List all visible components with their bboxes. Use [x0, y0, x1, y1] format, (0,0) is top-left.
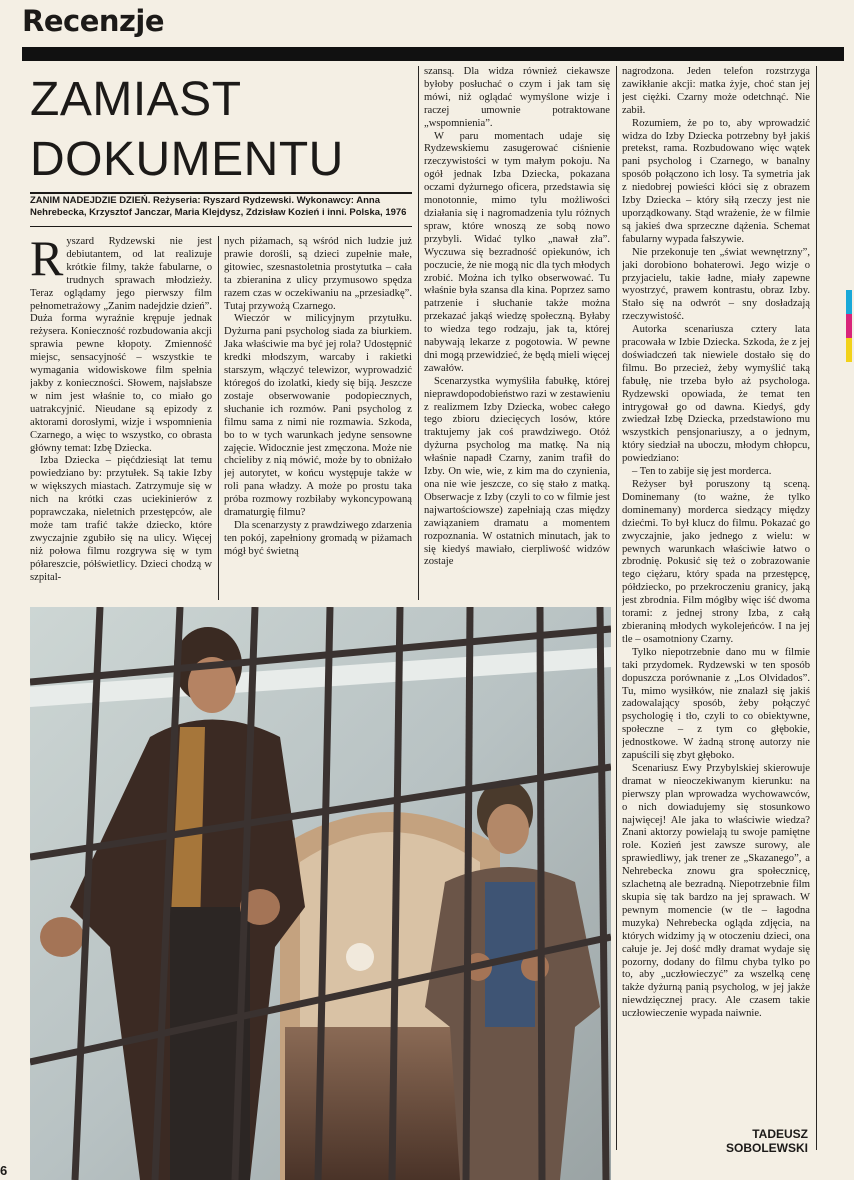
yellow-mark	[846, 338, 852, 362]
page-number: 6	[0, 1163, 8, 1178]
drop-cap: R	[30, 236, 64, 286]
author-byline	[690, 1127, 808, 1155]
column-divider	[616, 66, 617, 1150]
column-4	[622, 66, 810, 1116]
paragraph: – Ten to zabije się jest morderca.	[632, 466, 772, 478]
title-line-2: DOKUMENTU	[30, 133, 344, 186]
title-line-1: ZAMIAST	[30, 73, 242, 126]
paragraph: Reżyser był poruszony tą sceną. Dominemany (to ważne, że tylko dominemany) morderca siedzący między dziećmi. To był klucz do filmu. Pokazać go zwyczajnie, jako jednego z wielu: w pewnych warunkach właściwie łatwo o zbrodnię. Pokusić się też o zobrazowanie tego ciężaru, który spada na przestępcę, półdziecko, po przekroczeniu granicy, jaką jest zbrodnia. Film mógłby więc iść dwoma torami: z jednej strony Izba, z całą zbieraniną młodych wykolejeńców. I na jej tle – osamotniony Czarny.	[622, 479, 810, 645]
paragraph: Tylko niepotrzebnie dano mu w filmie taki przydomek. Rydzewski w ten sposób dopuszcza porównanie z „Los Olvidados”. Tu, mimo wysiłków, nie znalazł się jakiś zadowalający sposób, żeby połączyć psychologię i tło, czyli to co obiektywne, społeczne – z tym co głębokie, jednostkowe. W żadną stronę autorzy nie zapuścili się zbyt głęboko.	[622, 646, 810, 762]
film-credits: ZANIM NADEJDZIE DZIEŃ. Reżyseria: Ryszard Rydzewski. Wykonawcy: Anna Nehrebecka, Krzysztof Janczar, Maria Klejdysz, Zdzisław Kozień i inni. Polska, 1976	[30, 195, 407, 218]
column-divider	[418, 66, 419, 600]
column-divider	[218, 236, 219, 600]
paragraph: Dla scenarzysty z prawdziwego zdarzenia ten pokój, zapełniony gromadą w piżamach mógł być świetną	[224, 519, 412, 557]
section-label: Recenzje	[22, 4, 164, 38]
column-divider	[816, 66, 817, 1150]
column-3	[424, 66, 610, 601]
paragraph: Autorka scenariusza cztery lata pracowała w Izbie Dziecka. Szkoda, że z jej doświadczeń tak niewiele dostało się do filmu. Bo przecież, żeby wymyślić taką fabułę, nie trzeba było aż psychologa. Rydzewski opowiada, że temat ten intrygował go od dawna. Kiedyś, gdy zwiedzał Izbę Dziecka, przedstawiono mu wszystkich pensjonariuszy, a o jednym, który siedział na uboczu, młodym chłopcu, powiedziano:	[622, 324, 810, 465]
paragraph: Ryszard Rydzewski nie jest debiutantem, od lat realizuje krótkie filmy, także fabularne, o trudnych sprawach młodzieży. Teraz oglądamy jego pierwszy film pełnometrażowy „Zanim nadejdzie dzień”. Duża forma wyraźnie krępuje jednak reżysera. Konieczność rozbudowania akcji sprawia pewne kłopoty. Zmienność miejsc, sensacyjność – wszystkie te wymagania widowiskowe film spełnia jakby z konieczności. Słowem, najsłabsze w nim jest właśnie to, co miało go uatrakcyjnić. Nieudane są epizody z aktorami dorosłymi, wizje i wspomnienia Czarnego, a więc to wszystko, co obrasta główny temat: Izbę Dziecka.	[30, 236, 212, 454]
credits-rule-bottom	[30, 226, 412, 227]
paragraph: Izba Dziecka – pięćdziesiąt lat temu powiedziano by: przytułek. Są takie Izby w większych miastach. Zatrzymuje się w nich na krótki czas uciekinierów z poprawczaka, nieletnich przestępców, ale może tam trafić także dziecko, które zwyczajnie zgubiło się na ulicy. Więcej niż połowa filmu rozgrywa się w tym półareszcie, półświetlicy. Dzieci chodzą w szpital-	[30, 455, 212, 583]
paragraph: Scenariusz Ewy Przybylskiej skierowuje dramat w nieoczekiwanym kierunku: na pierwszy plan wprowadza wychowawców, o nich dowiadujemy się stosunkowo najwięcej! Ale jaka to właściwie wiedza? Znani aktorzy powielają tu swoje pamiętne role. Kozień jest zawsze surowy, ale sprawiedliwy, jak trener ze „Skazanego”, a Nehrebecka znowu gra społecznicę, szlachetną ale bezradną. Niepotrzebnie film skupia się tak bardzo na jej sprawach. W pewnym momencie (w tle – łagodna muzyka) Nehrebecka ogląda zdjęcia, na których widzimy ją w otoczeniu dzieci, ona całuje je. Jej dość mdły dramat wydaje się pozorny, dodany do filmu chyba tylko po to, aby „uczłowieczyć” za wszelką cenę także dyżurną panią psycholog, w jej jakże niewdzięcznej pracy. Ale czasem takie uczłowieczenie wypada naiwnie.	[622, 762, 810, 1020]
paragraph: nagrodzona. Jeden telefon rozstrzyga zawikłanie akcji: matka żyje, choć stan jej jest ciężki. Czarny może odetchnąć. Nie zabił.	[622, 66, 810, 116]
paragraph: Wieczór w milicyjnym przytułku. Dyżurna pani psycholog siada za biurkiem. Jaka właściwie ma być jej rola? Udostępnić kredki młodszym, warcaby i rakietki starszym, włączyć telewizor, wyprowadzić któregoś do izolatki, kiedy się biją. Jeszcze zostaje obserwowanie podopiecznych, słuchanie ich rozmów. Pani psycholog z filmu sama z nimi nie rozmawia. Szkoda, bo to w tych warunkach jedyne sensowne zajęcie. Widocznie jest zmęczona. Może nie chcieliby z nią mówić, może by to obniżało jej autorytet, w końcu występuje także w roli pana władzy. A może po prostu taka próba rozmowy rozbiłaby wykoncypowaną dramaturgię filmu?	[224, 313, 412, 519]
author-first-name: TADEUSZ	[752, 1127, 808, 1141]
credits-rule-top	[30, 192, 412, 194]
paragraph: szansą. Dla widza również ciekawsze byłoby posłuchać o czym i jak tam się mówi, niż oglądać wymyślone wizje i raczej umownie potraktowane „wspomnienia”.	[424, 66, 610, 129]
paragraph: Rozumiem, że po to, aby wprowadzić widza do Izby Dziecka potrzebny był jakiś pretekst, rama. Rozbudowano więc wątek pani psycholog i Czarnego, w banalny sposób połączono ich losy. Ta symetria jak z niedobrej powieści kłóci się z obrazem Izby Dziecka – który siłą rzeczy jest nie uporządkowany. Stąd wrażenie, że w filmie są jakieś dwa sprzeczne dążenia. Schemat fabularny wypada fałszywie.	[622, 117, 810, 245]
film-still-photo	[30, 607, 611, 1180]
paragraph: nych piżamach, są wśród nich ludzie już prawie dorośli, są dzieci zupełnie małe, gitowiec, szesnastoletnia prostytutka – cała ta zbieranina z ulicy przymusowo spędza razem czas w oczekiwaniu na „przesiadkę”. Tutaj przywożą Czarnego.	[224, 236, 412, 312]
article-title	[30, 70, 415, 190]
author-last-name: SOBOLEWSKI	[725, 1141, 808, 1155]
column-1	[30, 236, 212, 606]
column-2	[224, 236, 412, 606]
cyan-mark	[846, 290, 852, 314]
magenta-mark	[846, 314, 852, 338]
paragraph: Scenarzystka wymyśliła fabułkę, której nieprawdopodobieństwo razi w zestawieniu z realizmem Izby Dziecka, wobec całego tego zbioru dziecięcych losów, które traktujemy jak coś prawdziwego. Otóż dyżurna psycholog ma matkę. Na nią właśnie napadł Czarny, zanim trafił do Izby. On wie, wie, z kim ma do czynienia, ona nie wie jeszcze, co się stało z matką. Obserwacje z Izby (czyli to co w filmie jest najwartościowsze) zapełniają czas między zawiązaniem dramatu a momentem rozpoznania. W ostatnich minutach, jak to się kiedyś mawiało, cierpliwość widzów zostaje	[424, 375, 610, 568]
header-rule	[22, 47, 844, 61]
color-registration-marks	[846, 290, 852, 362]
paragraph: W paru momentach udaje się Rydzewskiemu zasugerować ciśnienie rzeczywistości w tym małym pokoju. Na ogół jednak Izba Dziecka, pokazana oczami dyżurnego oficera, przedstawia się monotonnie, mimo tylu możliwości działania się i nagromadzenia tylu różnych spraw, które wnoszą ze sobą nowo przybyli. Widać tylko „nawał zła”. Wyczuwa się bezradność opiekunów, ich poczucie, że nie mogą nic dla tych młodych zrobić. Można ich tylko obserwować. Tu właśnie była szansa dla kina. Poprzez samo patrzenie i słuchanie także można przekazać jakąś wiedzę społeczną. Byłaby to wiedza tego rodzaju, jak ta, której nabywają lekarze z pogotowia. W pewne dni mogą przewidzieć, że będą mieli więcej zawałów.	[424, 130, 610, 374]
paragraph: Nie przekonuje ten „świat wewnętrzny”, jaki dorobiono bohaterowi. Jego wizje o przyjacielu, takie ładne, miały zapewne wyostrzyć, prawem kontrastu, obraz Izby. Stało się na odwrót – sny dosładzają rzeczywistość.	[622, 246, 810, 323]
